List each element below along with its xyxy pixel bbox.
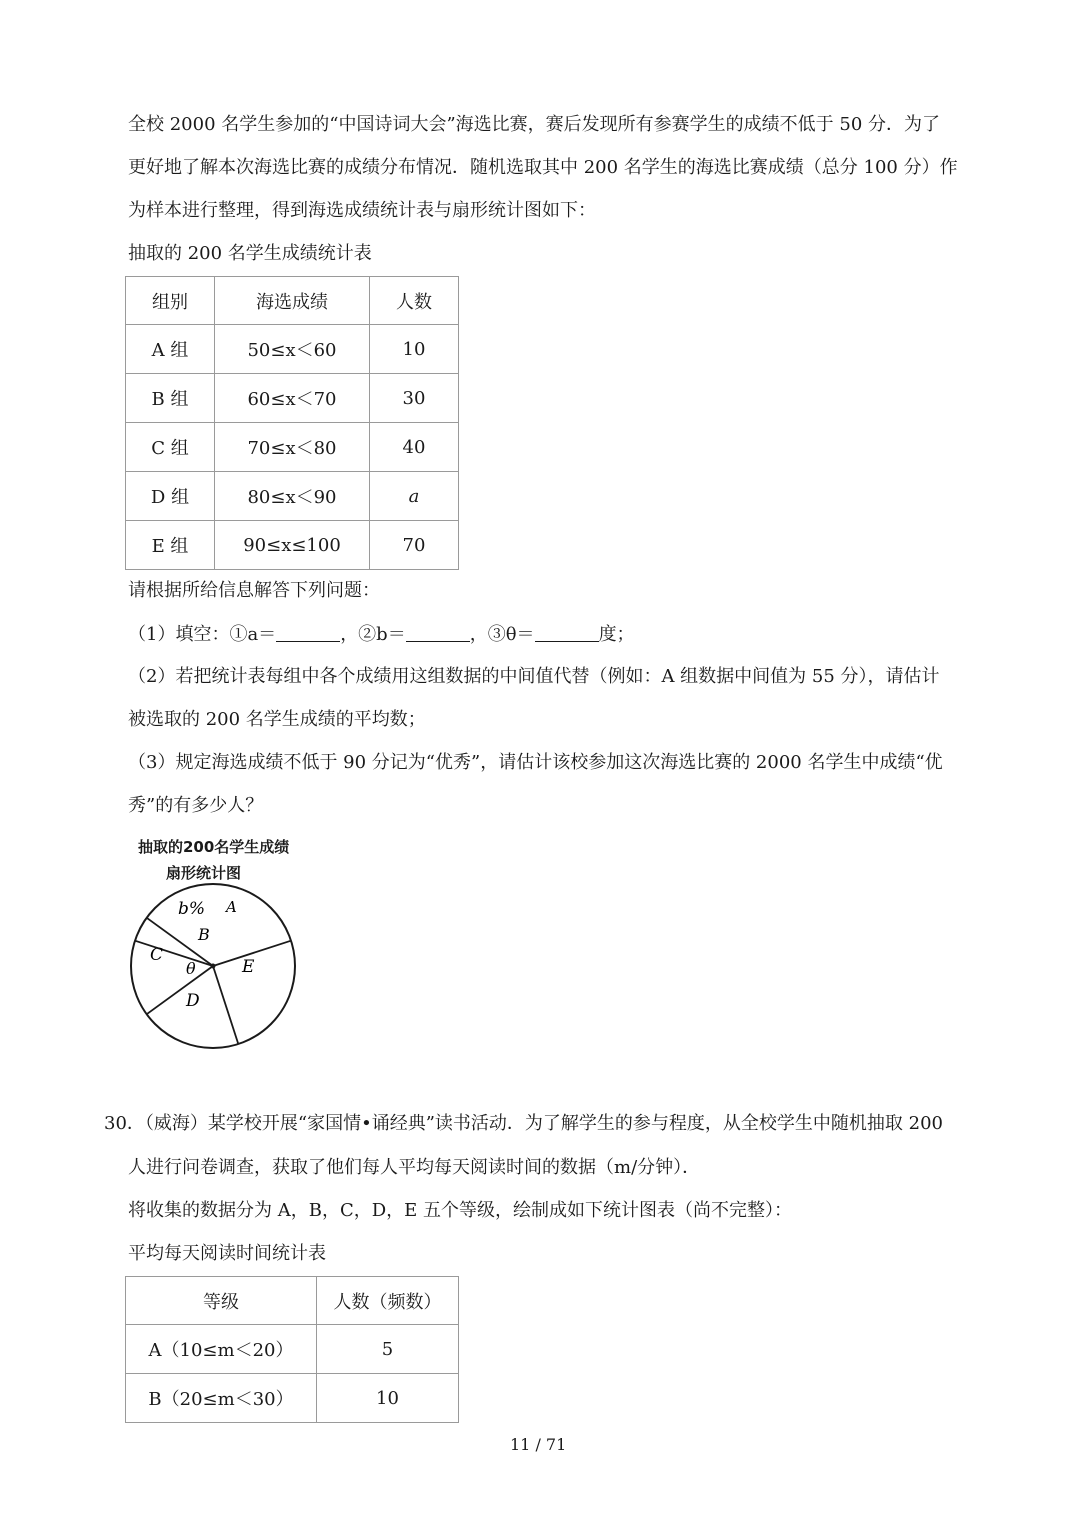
pie-sector-boundary [213, 966, 238, 1044]
table-title-1: 抽取的 200 名学生成绩统计表 [128, 243, 372, 264]
pie-label-e: E [242, 957, 255, 977]
reading-time-table [125, 1276, 459, 1423]
q1-sep1: ，②b＝ [340, 624, 406, 645]
intro-line-3: 为样本进行整理，得到海选成绩统计表与扇形统计图如下： [128, 200, 596, 221]
problem30-line-2: 人进行问卷调查，获取了他们每人平均每天阅读时间的数据（m/分钟）． [128, 1157, 701, 1178]
table-cell: D 组 [126, 472, 215, 521]
table-cell: B（20≤m＜30） [126, 1374, 317, 1423]
table-cell: 80≤x＜90 [215, 472, 370, 521]
pie-sector-boundary [135, 941, 213, 966]
table-cell: a [370, 472, 459, 521]
table-cell: 10 [370, 325, 459, 374]
question-2-line-2: 被选取的 200 名学生成绩的平均数； [128, 709, 426, 730]
pie-title-line-1: 抽取的200名学生成绩 [138, 838, 290, 856]
q1-suffix: 度； [598, 624, 635, 645]
pie-center-dot [211, 964, 216, 969]
table-cell: 70 [370, 521, 459, 570]
table-title-2: 平均每天阅读时间统计表 [128, 1243, 326, 1264]
table-row [126, 374, 459, 423]
prompt-line: 请根据所给信息解答下列问题： [128, 580, 380, 601]
page-number: 11 / 71 [510, 1435, 567, 1454]
table-cell: 70≤x＜80 [215, 423, 370, 472]
table-row [126, 325, 459, 374]
table-row [126, 521, 459, 570]
table-cell: 5 [317, 1325, 459, 1374]
score-table [125, 276, 459, 570]
table-cell: C 组 [126, 423, 215, 472]
question-2-line-1: （2）若把统计表每组中各个成绩用这组数据的中间值代替（例如：A 组数据中间值为 55 分），请估计 [128, 666, 940, 687]
table-cell: 60≤x＜70 [215, 374, 370, 423]
pie-label-c: C [150, 945, 164, 965]
answer-blank-a[interactable] [276, 623, 340, 642]
table-header-cell: 等级 [126, 1277, 317, 1325]
table-header-cell: 海选成绩 [215, 277, 370, 325]
pie-chart [120, 880, 310, 1060]
problem30-line-3: 将收集的数据分为 A，B，C，D，E 五个等级，绘制成如下统计图表（尚不完整）： [128, 1200, 793, 1221]
table-header-row [126, 1277, 459, 1325]
table-row [126, 472, 459, 521]
pie-label-theta: θ [186, 959, 196, 978]
pie-title-line-2: 扇形统计图 [166, 864, 242, 882]
pie-label-b: B [198, 925, 210, 944]
table-cell: 50≤x＜60 [215, 325, 370, 374]
table-cell: B 组 [126, 374, 215, 423]
answer-blank-theta[interactable] [535, 623, 599, 642]
pie-label-a: A [226, 898, 237, 916]
table-header-cell: 人数 [370, 277, 459, 325]
table-header-row [126, 277, 459, 325]
q1-prefix: （1）填空：①a＝ [128, 624, 277, 645]
question-1 [128, 623, 635, 646]
table-cell: A（10≤m＜20） [126, 1325, 317, 1374]
table-cell: 30 [370, 374, 459, 423]
table-row [126, 423, 459, 472]
problem30-line-1: 30．（威海）某学校开展“家国情•诵经典”读书活动．为了解学生的参与程度，从全校学生中随机抽取 200 [104, 1113, 943, 1134]
table-cell: E 组 [126, 521, 215, 570]
intro-line-1: 全校 2000 名学生参加的“中国诗词大会”海选比赛，赛后发现所有参赛学生的成绩不低于 50 分．为了 [128, 114, 940, 135]
q1-sep2: ，③θ＝ [469, 624, 535, 645]
table-header-cell: 人数（频数） [317, 1277, 459, 1325]
table-cell: 90≤x≤100 [215, 521, 370, 570]
question-3-line-2: 秀”的有多少人？ [128, 795, 264, 816]
answer-blank-b[interactable] [406, 623, 470, 642]
table-cell: A 组 [126, 325, 215, 374]
question-3-line-1: （3）规定海选成绩不低于 90 分记为“优秀”，请估计该校参加这次海选比赛的 2000 名学生中成绩“优 [128, 752, 943, 773]
table-row [126, 1374, 459, 1423]
intro-line-2: 更好地了解本次海选比赛的成绩分布情况．随机选取其中 200 名学生的海选比赛成绩（总分 100 分）作 [128, 157, 958, 178]
table-cell: 40 [370, 423, 459, 472]
pie-sector-boundary [147, 966, 213, 1014]
pie-label-d: D [186, 991, 200, 1011]
table-cell: 10 [317, 1374, 459, 1423]
table-header-cell: 组别 [126, 277, 215, 325]
table-row [126, 1325, 459, 1374]
pie-label-b-percent: b% [178, 899, 206, 919]
